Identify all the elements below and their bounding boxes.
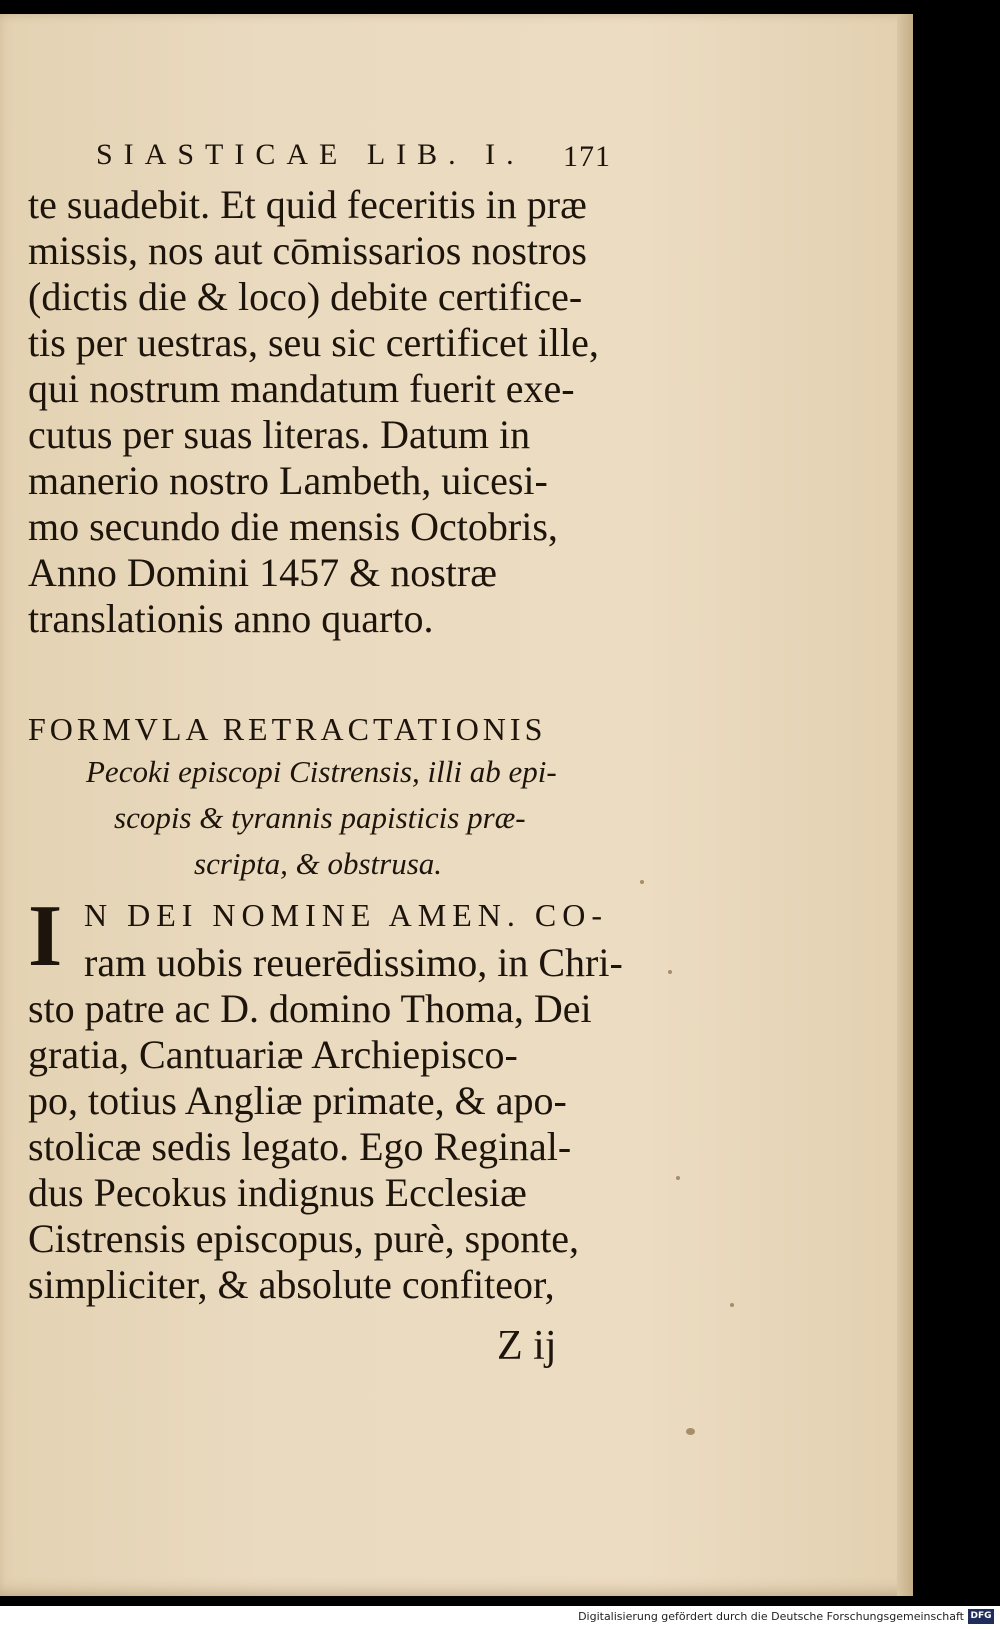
body-line: te suadebit. Et quid feceritis in præ xyxy=(28,182,587,227)
page-number: 171 xyxy=(563,140,611,173)
body-line: ram uobis reuerēdissimo, in Chri- xyxy=(84,940,623,985)
body-line: Cistrensis episcopus, purè, sponte, xyxy=(28,1216,580,1261)
signature-mark: Z ij xyxy=(497,1323,557,1369)
body-line: manerio nostro Lambeth, uicesi- xyxy=(28,458,548,503)
speck xyxy=(640,880,644,884)
page-edge xyxy=(897,14,913,1596)
body-line: stolicæ sedis legato. Ego Reginal- xyxy=(28,1124,572,1169)
speck xyxy=(668,970,672,974)
subtitle-line: Pecoki episcopi Cistrensis, illi ab epi- xyxy=(86,754,557,789)
body-line: sto patre ac D. domino Thoma, Dei xyxy=(28,986,592,1031)
body-line: po, totius Angliæ primate, & apo- xyxy=(28,1078,567,1123)
speck xyxy=(686,1428,695,1435)
speck xyxy=(676,1176,680,1180)
subtitle-line: scripta, & obstrusa. xyxy=(194,846,443,881)
section-title: FORMVLA RETRACTATIONIS xyxy=(28,711,547,747)
body-line: qui nostrum mandatum fuerit exe- xyxy=(28,366,575,411)
body-line: Anno Domini 1457 & nostræ xyxy=(28,550,497,595)
body-line: cutus per suas literas. Datum in xyxy=(28,412,531,457)
body-line: simpliciter, & absolute confiteor, xyxy=(28,1262,555,1307)
body-line: (dictis die & loco) debite certifice- xyxy=(28,274,583,319)
speck xyxy=(730,1303,734,1307)
running-head: SIASTICAE LIB. I. xyxy=(96,138,525,171)
drop-cap: I xyxy=(28,888,63,985)
body-line: tis per uestras, seu sic certificet ille, xyxy=(28,320,599,365)
footer-credit: Digitalisierung gefördert durch die Deutsche Forschungsgemeinschaft xyxy=(578,1610,964,1623)
incipit-line: N DEI NOMINE AMEN. CO- xyxy=(84,897,608,933)
subtitle-line: scopis & tyrannis papisticis præ- xyxy=(114,800,526,835)
body-line: dus Pecokus indignus Ecclesiæ xyxy=(28,1170,527,1215)
body-line: mo secundo die mensis Octobris, xyxy=(28,504,558,549)
body-line: translationis anno quarto. xyxy=(28,596,434,641)
body-line: gratia, Cantuariæ Archiepisco- xyxy=(28,1032,518,1077)
dfg-logo: DFG xyxy=(968,1609,994,1624)
body-line: missis, nos aut cōmissarios nostros xyxy=(28,228,587,273)
footer-bar xyxy=(0,1606,1000,1629)
